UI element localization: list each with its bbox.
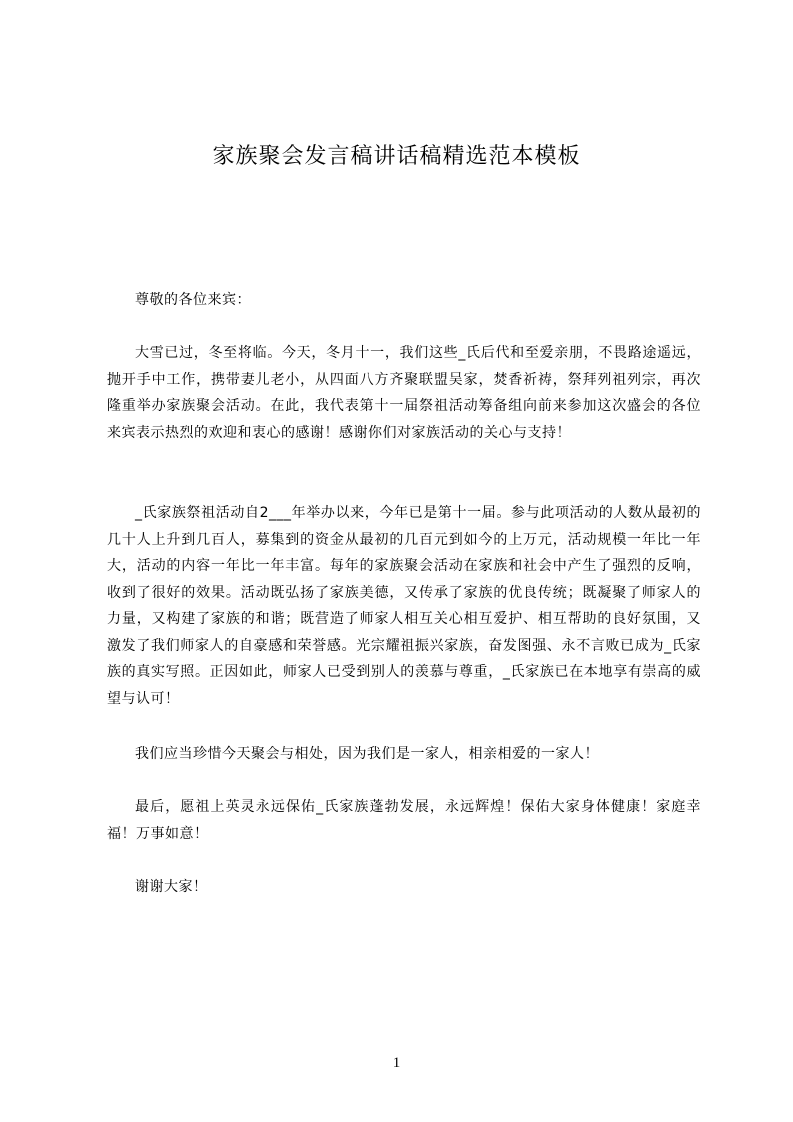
paragraph-cherish: 我们应当珍惜今天聚会与相处，因为我们是一家人，相亲相爱的一家人！ xyxy=(135,746,599,762)
paragraph-thanks: 谢谢大家！ xyxy=(135,879,208,895)
page-number: 1 xyxy=(392,1055,401,1071)
paragraph-opening: 大雪已过，冬至将临。今天，冬月十一，我们这些_氏后代和至爱亲朋，不畏路途遥远，抛开手中工作，携带妻儿老小，从四面八方齐聚联盟吴家，焚香祈祷，祭拜列祖列宗，再次隆重举办家族聚会活动。在此，我代表第十一届祭祖活动筹备组向前来参加这次盛会的各位来宾表示热烈的欢迎和衷心的感谢！感谢你们对家族活动的关心与支持！ xyxy=(107,345,701,441)
page-title: 家族聚会发言稿讲话稿精选范本模板 xyxy=(212,144,581,169)
salutation: 尊敬的各位来宾： xyxy=(135,292,251,308)
paragraph-history: _氏家族祭祖活动自2___年举办以来，今年已是第十一届。参与此项活动的人数从最初的几十人上升到几百人，募集到的资金从最初的几百元到如今的上万元，活动规模一年比一年大，活动的内容一年比一年丰富。每年的家族聚会活动在家族和社会中产生了强烈的反响，收到了很好的效果。活动既弘扬了家族美德，又传承了家族的优良传统；既凝聚了师家人的力量，又构建了家族的和谐；既营造了师家人相互关心相互爱护、相互帮助的良好氛围，又激发了我们师家人的自豪感和荣誉感。光宗耀祖振兴家族，奋发图强、永不言败已成为_氏家族的真实写照。正因如此，师家人已受到别人的羡慕与尊重，_氏家族已在本地享有崇高的威望与认可！ xyxy=(107,505,701,707)
paragraph-closing: 最后，愿祖上英灵永远保佑_氏家族蓬勃发展，永远辉煌！保佑大家身体健康！家庭幸福！万事如意！ xyxy=(107,799,701,842)
